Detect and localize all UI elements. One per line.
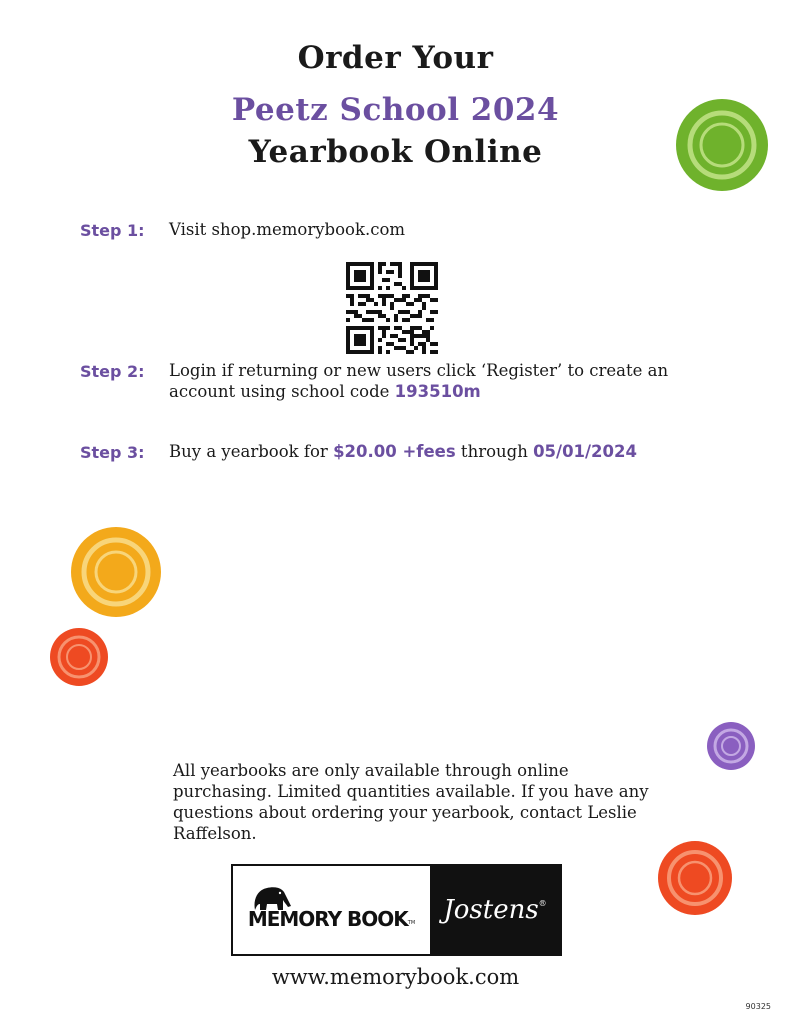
form-code: 90325 xyxy=(745,1002,771,1011)
memory-book-logo xyxy=(233,866,430,954)
trademark: TM xyxy=(407,920,416,926)
red-large-circle-decoration xyxy=(657,840,733,916)
yellow-circle-decoration xyxy=(70,526,162,618)
price: $20.00 +fees xyxy=(333,442,456,461)
jostens-wordmark: Jostens xyxy=(443,895,539,925)
deadline-date: 05/01/2024 xyxy=(533,442,637,461)
title-school-name: Peetz School 2024 xyxy=(231,92,560,128)
step-1-label: Step 1: xyxy=(80,221,145,240)
jostens-logo xyxy=(430,866,560,954)
step-2-instruction: Login if returning or new users click ‘Register’ to create an account using school code xyxy=(169,361,669,401)
qr-code[interactable] xyxy=(346,262,438,354)
step-2-text xyxy=(169,360,729,402)
red-small-circle-decoration xyxy=(49,627,109,687)
registered-mark: ® xyxy=(538,898,547,908)
school-code: 193510m xyxy=(394,382,481,401)
availability-notice: All yearbooks are only available through online purchasing. Limited quantities available. If you have any questions about ordering your yearbook, contact Leslie Raffelson. xyxy=(173,761,649,843)
green-circle-decoration xyxy=(675,98,769,192)
elephant-icon xyxy=(249,880,293,916)
purple-circle-decoration xyxy=(706,721,756,771)
title-line-1: Order Your xyxy=(297,40,494,76)
step-2-label: Step 2: xyxy=(80,362,145,381)
website-url[interactable]: www.memorybook.com xyxy=(271,965,520,989)
memory-book-wordmark: MEMORY BOOK xyxy=(247,907,408,931)
step-3-label: Step 3: xyxy=(80,443,145,462)
step-3-through: through xyxy=(455,442,534,461)
step-3-prefix: Buy a yearbook for xyxy=(169,442,334,461)
step-3-text xyxy=(169,441,729,462)
logo-banner xyxy=(231,864,562,956)
step-1-text: Visit shop.memorybook.com xyxy=(169,220,406,239)
title-line-3: Yearbook Online xyxy=(248,134,543,170)
